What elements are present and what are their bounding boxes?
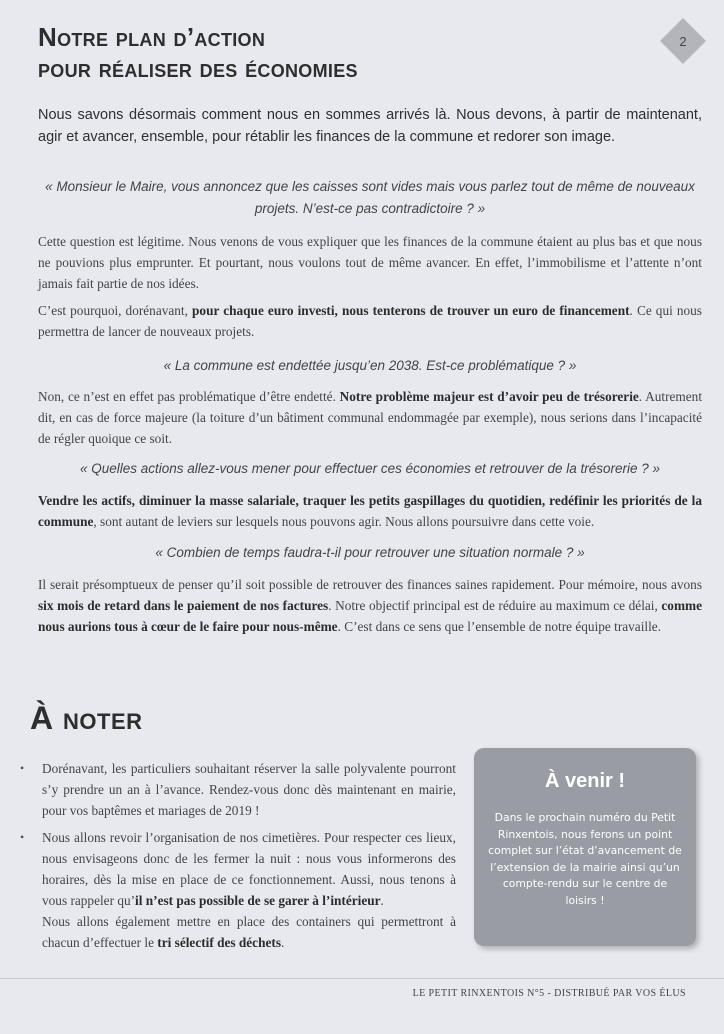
emphasis-text: tri sélectif des déchets — [157, 935, 281, 950]
emphasis-text: six mois de retard dans le paiement de nos factures — [38, 598, 329, 613]
answer-3-paragraph-1 — [38, 490, 702, 532]
text-run: Non, ce n’est en effet pas problématique d’être endetté. — [38, 389, 340, 404]
emphasis-text: il n’est pas possible de se garer à l’intérieur — [135, 893, 381, 908]
text-run: Cette question est légitime. Nous venons de vous expliquer que les finances de la commune étaient au plus bas et que nous ne pouvions plus emprunter. Et pourtant, nous voulons tout de même avancer. En effet, l’immobilisme et l’attente n’ont jamais fait partie de nos idées. — [38, 234, 702, 291]
answer-1-paragraph-1 — [38, 231, 702, 294]
emphasis-text: comme nous aurions tous à cœur de le faire pour nous-même — [38, 598, 702, 634]
text-run: . Autrement dit, en cas de force majeure (la toiture d’un bâtiment communal endommagée par exemple), nous serions dans l’incapacité de régler quoique ce soit. — [38, 389, 703, 446]
a-venir-text: Dans le prochain numéro du Petit Rinxentois, nous ferons un point complet sur l’état d’avancement de l’extension de la mairie ainsi qu’un compte-rendu sur le centre de loisirs ! — [488, 811, 682, 907]
page-title-line-2: pour réaliser des économies — [38, 53, 358, 83]
a-venir-box — [474, 748, 696, 946]
a-venir-title: À venir ! — [544, 770, 626, 792]
emphasis-text: Notre problème majeur est d’avoir peu de trésorerie — [339, 389, 639, 404]
text-run: Nous allons revoir l’organisation de nos cimetières. Pour respecter ces lieux, nous envisageons donc de les fermer la nuit : nous vous informerons des horaires, dès la mise en place de ce fonctionnement. Aussi, nous tenons à vous rappeler qu’ — [42, 830, 456, 908]
text-run: . C’est dans ce sens que l’ensemble de notre équipe travaille. — [337, 619, 662, 634]
noter-bullet-1-text — [42, 761, 456, 818]
text-run: . — [380, 893, 384, 908]
bullet-icon: • — [20, 830, 25, 844]
text-run: Dorénavant, les particuliers souhaitant réserver la salle polyvalente pourront s’y prendre un an à l’avance. Rendez-vous donc dès maintenant en mairie, pour vos baptêmes et mariages de 2019 ! — [42, 761, 456, 818]
text-run: . Ce qui nous permettra de lancer de nouveaux projets. — [38, 303, 702, 339]
answer-4-paragraph-1 — [38, 574, 702, 637]
text-run: C’est pourquoi, dorénavant, — [38, 303, 193, 318]
emphasis-text: Vendre les actifs, diminuer la masse salariale, traquer les petits gaspillages du quotidien, redéfinir les priorités de la commune — [38, 493, 702, 529]
bullet-icon: • — [20, 761, 25, 775]
answer-1-paragraph-2 — [38, 300, 702, 342]
page-number: 2 — [679, 33, 687, 49]
question-1: « Monsieur le Maire, vous annoncez que les caisses sont vides mais vous parlez tout de même de nouveaux projets. N’est-ce pas contradictoire ? » — [45, 179, 695, 216]
text-run: . — [281, 935, 285, 950]
page-title — [38, 22, 638, 84]
text-run: , sont autant de leviers sur lesquels nous pouvons agir. Nous allons poursuivre dans cette voie. — [93, 514, 595, 529]
question-4: « Combien de temps faudra-t-il pour retrouver une situation normale ? » — [155, 545, 585, 560]
page-title-line-1: Notre plan d’action — [38, 22, 266, 52]
noter-bullet-1 — [20, 758, 456, 821]
intro-paragraph: Nous savons désormais comment nous en sommes arrivés là. Nous devons, à partir de maintenant, agir et avancer, ensemble, pour rétablir les finances de la commune et redorer son image. — [38, 107, 702, 145]
noter-bullet-2 — [20, 827, 456, 953]
answer-2-paragraph-1 — [38, 386, 702, 449]
text-run: Nous allons également mettre en place des containers qui permettront à chacun d’effectuer le — [42, 914, 456, 950]
footer-text: LE PETIT RINXENTOIS N°5 - DISTRIBUÉ PAR VOS ÉLUS — [412, 988, 686, 999]
question-3: « Quelles actions allez-vous mener pour effectuer ces économies et retrouver de la trésorerie ? » — [79, 461, 661, 476]
text-run: Il serait présomptueux de penser qu’il soit possible de retrouver des finances saines rapidement. Pour mémoire, nous avons — [38, 577, 702, 592]
text-run: . Notre objectif principal est de réduire au maximum ce délai, — [328, 598, 662, 613]
emphasis-text: pour chaque euro investi, nous tenterons de trouver un euro de financement — [192, 303, 630, 318]
noter-heading: À noter — [30, 700, 143, 736]
page-number-badge — [660, 18, 706, 64]
question-2: « La commune est endettée jusqu’en 2038. Est-ce problématique ? » — [163, 358, 577, 373]
noter-bullet-2-text — [42, 830, 456, 950]
footer-divider — [0, 978, 724, 979]
